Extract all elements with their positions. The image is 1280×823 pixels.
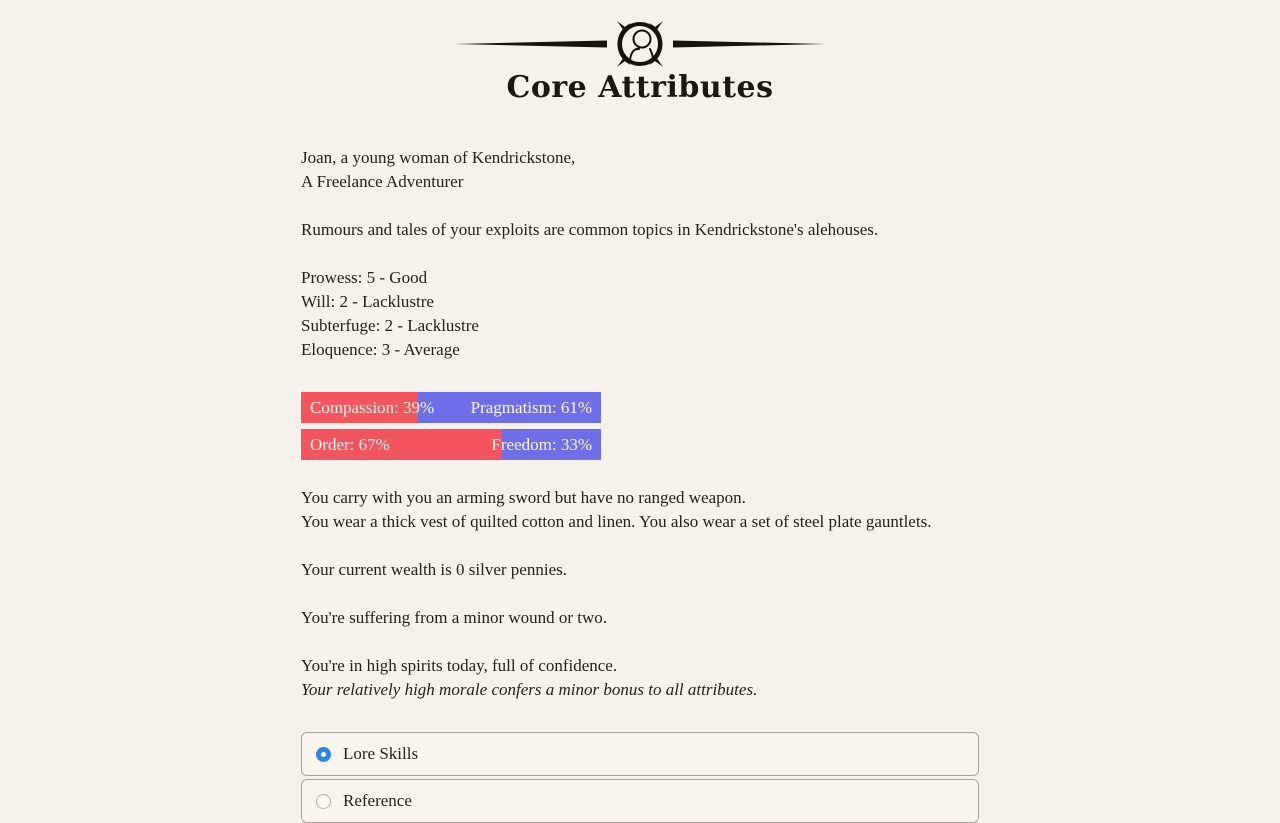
bar-left-label: Compassion: 39% <box>310 398 435 417</box>
attribute-list <box>301 266 979 362</box>
page-title: Core Attributes <box>506 70 774 105</box>
bar-right-label: Freedom: 33% <box>491 435 592 454</box>
option-label: Lore Skills <box>343 744 419 763</box>
wounds-text: You're suffering from a minor wound or two. <box>301 608 608 627</box>
reputation-text: Rumours and tales of your exploits are common topics in Kendrickstone's alehouses. <box>301 220 879 239</box>
radio-reference-icon[interactable] <box>316 794 331 809</box>
option-reference[interactable] <box>301 779 979 823</box>
character-role-line: A Freelance Adventurer <box>301 172 464 191</box>
attribute-will: Will: 2 - Lacklustre <box>301 292 434 311</box>
portrait-medallion-divider-icon <box>455 18 825 70</box>
character-summary <box>301 146 979 194</box>
equipment-text <box>301 486 979 534</box>
wealth-text: Your current wealth is 0 silver pennies. <box>301 560 567 579</box>
morale-note-line: Your relatively high morale confers a minor bonus to all attributes. <box>301 680 758 699</box>
attribute-eloquence: Eloquence: 3 - Average <box>301 340 460 359</box>
option-label: Reference <box>343 791 412 810</box>
stats-option-list <box>301 732 979 823</box>
bar-left-label: Order: 67% <box>310 435 390 454</box>
option-lore-skills[interactable] <box>301 732 979 776</box>
attribute-prowess: Prowess: 5 - Good <box>301 268 428 287</box>
morale-text <box>301 654 979 702</box>
stats-content <box>301 146 979 823</box>
order-freedom-bar <box>301 429 601 460</box>
character-name-line: Joan, a young woman of Kendrickstone, <box>301 148 576 167</box>
compassion-pragmatism-bar <box>301 392 601 423</box>
stats-header <box>0 0 1280 106</box>
armor-line: You wear a thick vest of quilted cotton and linen. You also wear a set of steel plate gauntlets. <box>301 512 932 531</box>
bar-right-label: Pragmatism: 61% <box>470 398 592 417</box>
radio-lore-skills-icon[interactable] <box>316 747 331 762</box>
attribute-subterfuge: Subterfuge: 2 - Lacklustre <box>301 316 479 335</box>
weapons-line: You carry with you an arming sword but have no ranged weapon. <box>301 488 746 507</box>
opposed-stat-bars <box>301 392 979 460</box>
morale-line: You're in high spirits today, full of confidence. <box>301 656 618 675</box>
